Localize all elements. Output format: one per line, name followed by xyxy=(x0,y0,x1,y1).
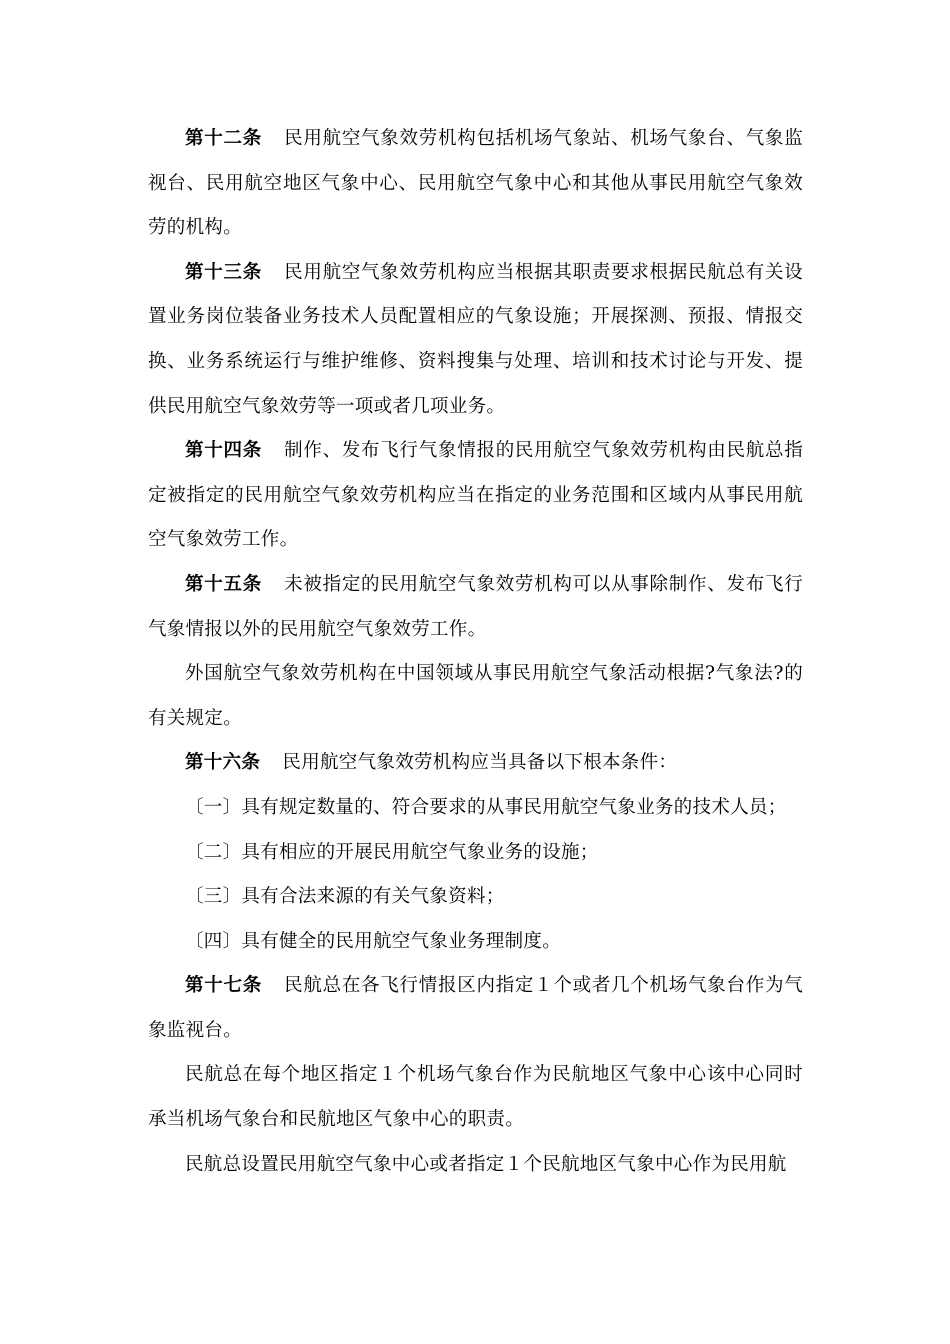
paragraph-article-14 xyxy=(148,429,803,563)
article-number: 第十四条 xyxy=(185,440,262,462)
list-item-condition-4 xyxy=(148,920,803,965)
paragraph-article-15 xyxy=(148,563,803,652)
regulation-text xyxy=(148,117,803,1187)
list-item-condition-2 xyxy=(148,831,803,876)
paragraph-text: 民用航空气象效劳机构包括机场气象站、机场气象台、气象监视台、民用航空地区气象中心、民用航空气象中心和其他从事民用航空气象效劳的机构。 xyxy=(148,128,803,239)
list-item-condition-3 xyxy=(148,875,803,920)
paragraph-article-13 xyxy=(148,251,803,429)
paragraph-text: 民航总设置民用航空气象中心或者指定１个民航地区气象中心作为民用航 xyxy=(185,1153,787,1175)
article-number: 第十三条 xyxy=(185,261,262,283)
paragraph-regional-center xyxy=(148,1053,803,1142)
paragraph-article-12 xyxy=(148,117,803,251)
paragraph-article-16 xyxy=(148,741,803,786)
paragraph-text: 未被指定的民用航空气象效劳机构可以从事除制作、发布飞行气象情报以外的民用航空气象效劳工作。 xyxy=(148,573,803,640)
paragraph-foreign-agencies xyxy=(148,652,803,741)
article-number: 第十七条 xyxy=(185,975,262,997)
paragraph-text: 外国航空气象效劳机构在中国领域从事民用航空气象活动根据?气象法?的有关规定。 xyxy=(148,663,803,729)
paragraph-article-17 xyxy=(148,964,803,1053)
paragraph-text: 制作、发布飞行气象情报的民用航空气象效劳机构由民航总指定被指定的民用航空气象效劳机构应当在指定的业务范围和区域内从事民用航空气象效劳工作。 xyxy=(148,440,803,551)
paragraph-text: 〔一〕具有规定数量的、符合要求的从事民用航空气象业务的技术人员； xyxy=(185,796,787,818)
paragraph-text: 民航总在各飞行情报区内指定１个或者几个机场气象台作为气象监视台。 xyxy=(148,975,803,1041)
paragraph-text: 民航总在每个地区指定１个机场气象台作为民航地区气象中心该中心同时承当机场气象台和民航地区气象中心的职责。 xyxy=(148,1064,803,1131)
article-number: 第十二条 xyxy=(185,128,262,149)
paragraph-national-center xyxy=(148,1143,803,1188)
paragraph-text: 〔二〕具有相应的开展民用航空气象业务的设施； xyxy=(185,841,599,863)
list-item-condition-1 xyxy=(148,786,803,831)
paragraph-text: 民用航空气象效劳机构应当具备以下根本条件： xyxy=(282,752,678,774)
paragraph-text: 〔三〕具有合法来源的有关气象资料； xyxy=(185,886,505,908)
paragraph-text: 民用航空气象效劳机构应当根据其职责要求根据民航总有关设置业务岗位装备业务技术人员配置相应的气象设施；开展探测、预报、情报交换、业务系统运行与维护维修、资料搜集与处理、培训和技术讨论与开发、提供民用航空气象效劳等一项或者几项业务。 xyxy=(148,261,803,417)
paragraph-text: 〔四〕具有健全的民用航空气象业务理制度。 xyxy=(185,930,562,952)
article-number: 第十五条 xyxy=(185,573,262,595)
article-number: 第十六条 xyxy=(185,752,261,774)
